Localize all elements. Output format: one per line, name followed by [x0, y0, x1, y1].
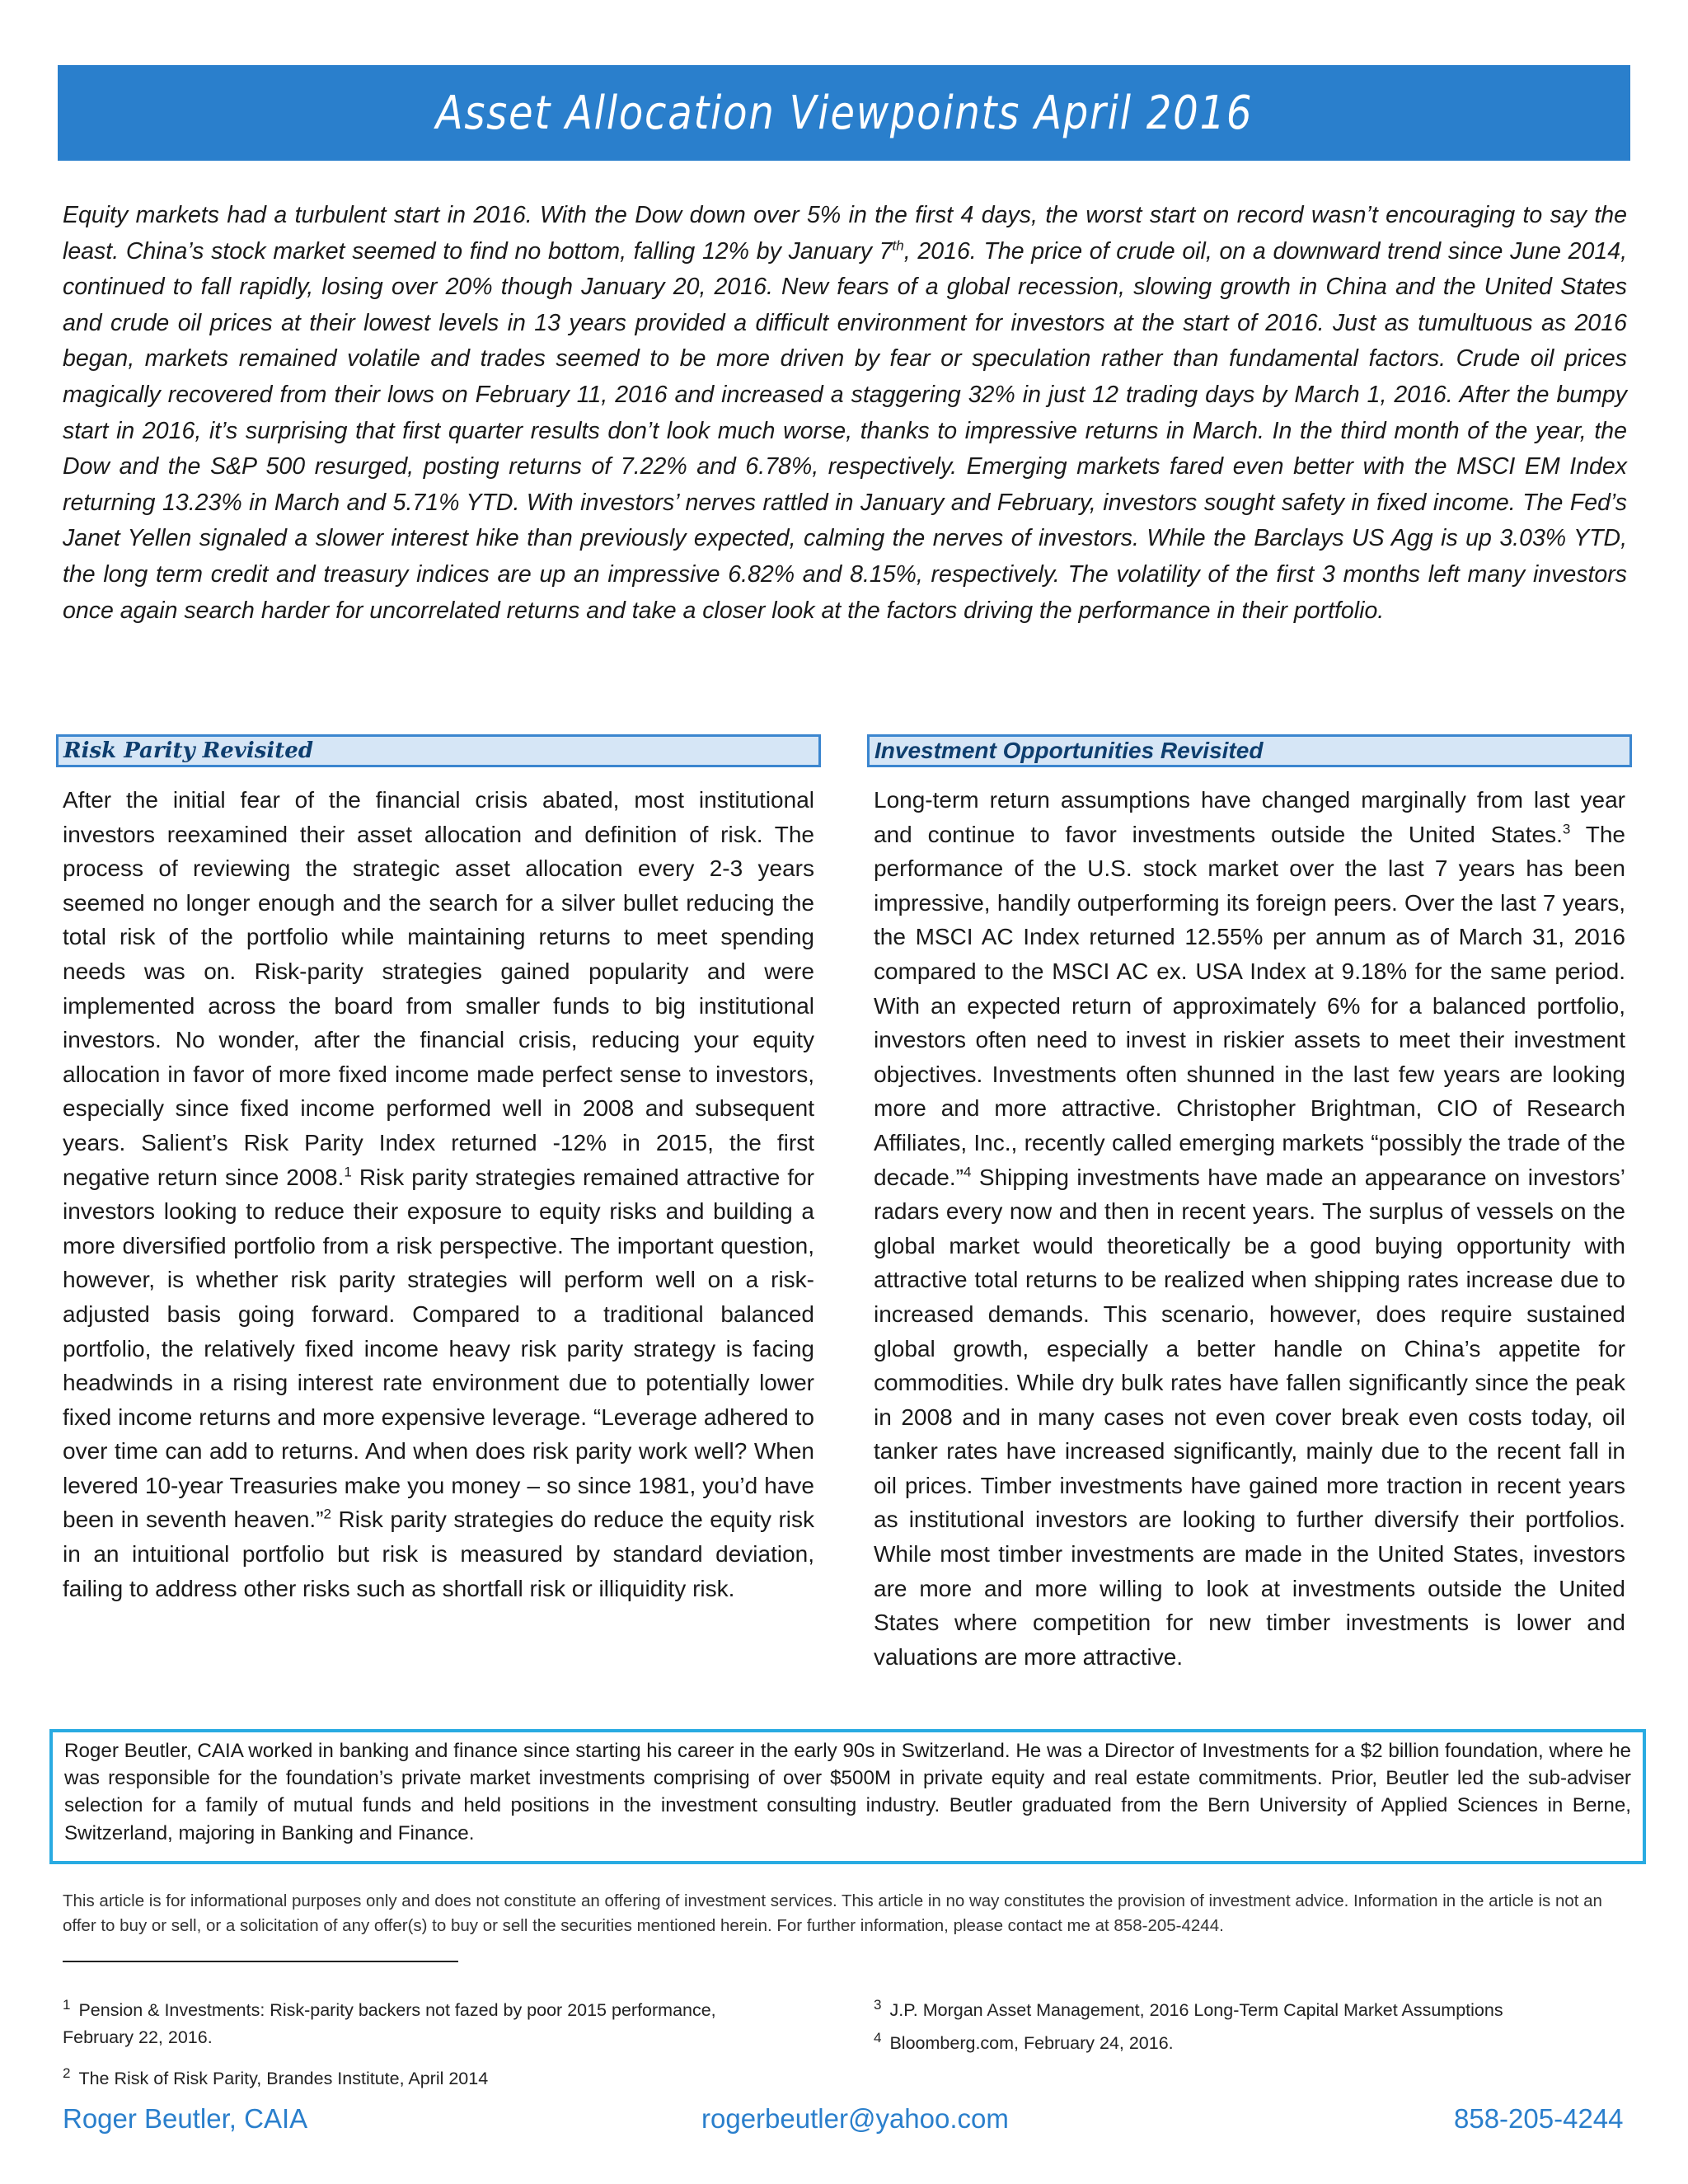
footnote-3: [874, 1997, 1632, 2024]
investment-opportunities-body: [874, 783, 1625, 1674]
investment-opportunities-heading-box: [867, 734, 1632, 767]
intro-superscript: th: [892, 237, 904, 254]
intro-text-2: , 2016. The price of crude oil, on a downward trend since June 2014, continued to fall rapidly, losing over 20% though January 20, 2016. New fears of a global recession, slowing growth in China and the United States and crude oil prices at their lowest levels in 13 years provided a difficult environment for investors at the start of 2016. Just as tumultuous as 2016 began, markets remained volatile and trades seemed to be more driven by fear or speculation rather than fundamental factors. Crude oil prices magically recovered from their lows on February 11, 2016 and increased a staggering 32% in just 12 trading days by March 1, 2016. After the bumpy start in 2016, it’s surprising that first quarter results don’t look much worse, thanks to impressive returns in March. In the third month of the year, the Dow and the S&P 500 resurged, posting returns of 7.22% and 6.78%, respectively. Emerging markets fared even better with the MSCI EM Index returning 13.23% in March and 5.71% YTD. With investors’ nerves rattled in January and February, investors sought safety in fixed income. The Fed’s Janet Yellen signaled a slower interest hike than previously expected, calming the nerves of investors. While the Barclays US Agg is up 3.03% YTD, the long term credit and treasury indices are up an impressive 6.82% and 8.15%, respectively. The volatility of the first 3 months left many investors once again search harder for uncorrelated returns and take a closer look at the factors driving the performance in their portfolio.: [63, 237, 1627, 624]
footnote-ref-1: 1: [344, 1164, 352, 1180]
footnote-1-number: 1: [63, 1996, 71, 2013]
footnote-3-text: J.P. Morgan Asset Management, 2016 Long-Term Capital Market Assumptions: [889, 2000, 1503, 2020]
investment-text-3: Shipping investments have made an appearance on investors’ radars every now and then in recent years. The surplus of vessels on the global market would theoretically be a good buying opportunity with attractive total returns to be realized when shipping rates increase due to increased demands. This scenario, however, does require sustained global growth, especially a better handle on China’s appetite for commodities. While dry bulk rates have fallen significantly since the peak in 2008 and in many cases not even cover break even costs today, oil tanker rates have increased significantly, mainly due to the recent fall in oil prices. Timber investments have gained more traction in recent years as institutional investors are looking to further diversify their portfolios. While most timber investments are made in the United States, investors are more and more willing to look at investments outside the United States where competition for new timber investments is lower and valuations are more attractive.: [874, 1164, 1625, 1670]
footnote-2-text: The Risk of Risk Parity, Brandes Institute, April 2014: [78, 2069, 489, 2088]
contact-phone[interactable]: 858-205-4244: [1454, 2103, 1624, 2134]
footnote-4-text: Bloomberg.com, February 24, 2016.: [889, 2033, 1174, 2053]
risk-parity-text-3: Risk parity strategies do reduce the equity risk in an intuitional portfolio but risk is measured by standard deviation, failing to address other risks such as shortfall risk or illiquidity risk.: [63, 1507, 815, 1601]
risk-parity-heading-box: [56, 734, 821, 767]
footnote-ref-2: 2: [323, 1507, 331, 1523]
footnote-1: [63, 1997, 804, 2051]
footnote-4-number: 4: [874, 2029, 882, 2046]
footnote-1-text-cont: February 22, 2016.: [63, 2027, 213, 2047]
contact-email[interactable]: rogerbeutler@yahoo.com: [701, 2103, 1009, 2134]
contact-name: Roger Beutler, CAIA: [63, 2103, 308, 2134]
investment-text-1: Long-term return assumptions have changed marginally from last year and continue to favor investments outside the United States.: [874, 787, 1625, 847]
intro-text-1: Equity markets had a turbulent start in 2016. With the Dow down over 5% in the first 4 days, the worst start on record wasn’t encouraging to say the least. China’s stock market seemed to find no bottom, falling 12% by January 7: [63, 202, 1627, 265]
intro-paragraph: [63, 198, 1627, 629]
author-bio-box: [49, 1729, 1646, 1864]
footnote-2: [63, 2065, 804, 2093]
risk-parity-text-1: After the initial fear of the financial crisis abated, most institutional investors reexamined their asset allocation and definition of risk. The process of reviewing the strategic asset allocation every 2-3 years seemed no longer enough and the search for a silver bullet reducing the total risk of the portfolio while maintaining returns to meet spending needs was on. Risk-parity strategies gained popularity and were implemented across the board from smaller funds to big institutional investors. No wonder, after the financial crisis, reducing your equity allocation in favor of more fixed income made perfect sense to investors, especially since fixed income performed well in 2008 and subsequent years. Salient’s Risk Parity Index returned -12% in 2015, the first negative return since 2008.: [63, 787, 814, 1190]
footnote-2-number: 2: [63, 2064, 71, 2081]
disclaimer: This article is for informational purposes only and does not constitute an offering of investment services. This article in no way constitutes the provision of investment advice. Information in the article is not an offer to buy or sell, or a solicitation of any offer(s) to buy or sell the securities mentioned herein. For further information, please contact me at 858-205-4244.: [63, 1891, 1602, 1935]
author-bio: Roger Beutler, CAIA worked in banking and finance since starting his career in the early 90s in Switzerland. He was a Director of Investments for a $2 billion foundation, where he was responsible for the foundation’s private market investments comprising of over $500M in private equity and real estate commitments. Prior, Beutler led the sub-adviser selection for a family of mutual funds and held positions in the investment consulting industry. Beutler graduated from the Bern University of Applied Sciences in Berne, Switzerland, majoring in Banking and Finance.: [64, 1740, 1631, 1844]
title-banner: [58, 65, 1630, 161]
footnote-ref-3: 3: [1562, 821, 1571, 837]
investment-opportunities-heading: Investment Opportunities Revisited: [874, 738, 1264, 763]
page-title: Asset Allocation Viewpoints April 2016: [435, 86, 1253, 140]
footnote-1-text: Pension & Investments: Risk-parity backers not fazed by poor 2015 performance,: [78, 2000, 716, 2020]
footnote-3-number: 3: [874, 1996, 882, 2013]
footnote-ref-4: 4: [963, 1164, 972, 1180]
investment-text-2: The performance of the U.S. stock market over the last 7 years has been impressive, handily outperforming its foreign peers. Over the last 7 years, the MSCI AC Index returned 12.55% per annum as of March 31, 2016 compared to the MSCI AC ex. USA Index at 9.18% for the same period. With an expected return of approximately 6% for a balanced portfolio, investors often need to invest in riskier assets to meet their investment objectives. Investments often shunned in the last few years are looking more and more attractive. Christopher Brightman, CIO of Research Affiliates, Inc., recently called emerging markets “possibly the trade of the decade.”: [874, 821, 1625, 1190]
risk-parity-body: [63, 783, 814, 1605]
footnote-4: [874, 2030, 1632, 2057]
risk-parity-heading: Risk Parity Revisited: [63, 738, 314, 763]
risk-parity-text-2: Risk parity strategies remained attractive for investors looking to reduce their exposure to equity risks and building a more diversified portfolio from a risk perspective. The important question, however, is whether risk parity strategies will perform well on a risk-adjusted basis going forward. Compared to a traditional balanced portfolio, the relatively fixed income heavy risk parity strategy is facing headwinds in a rising interest rate environment due to potentially lower fixed income returns and more expensive leverage. “Leverage adhered to over time can add to returns. And when does risk parity work well? When levered 10-year Treasuries make you money – so since 1981, you’d have been in seventh heaven.”: [63, 1164, 815, 1533]
footnote-divider: [63, 1961, 458, 1962]
